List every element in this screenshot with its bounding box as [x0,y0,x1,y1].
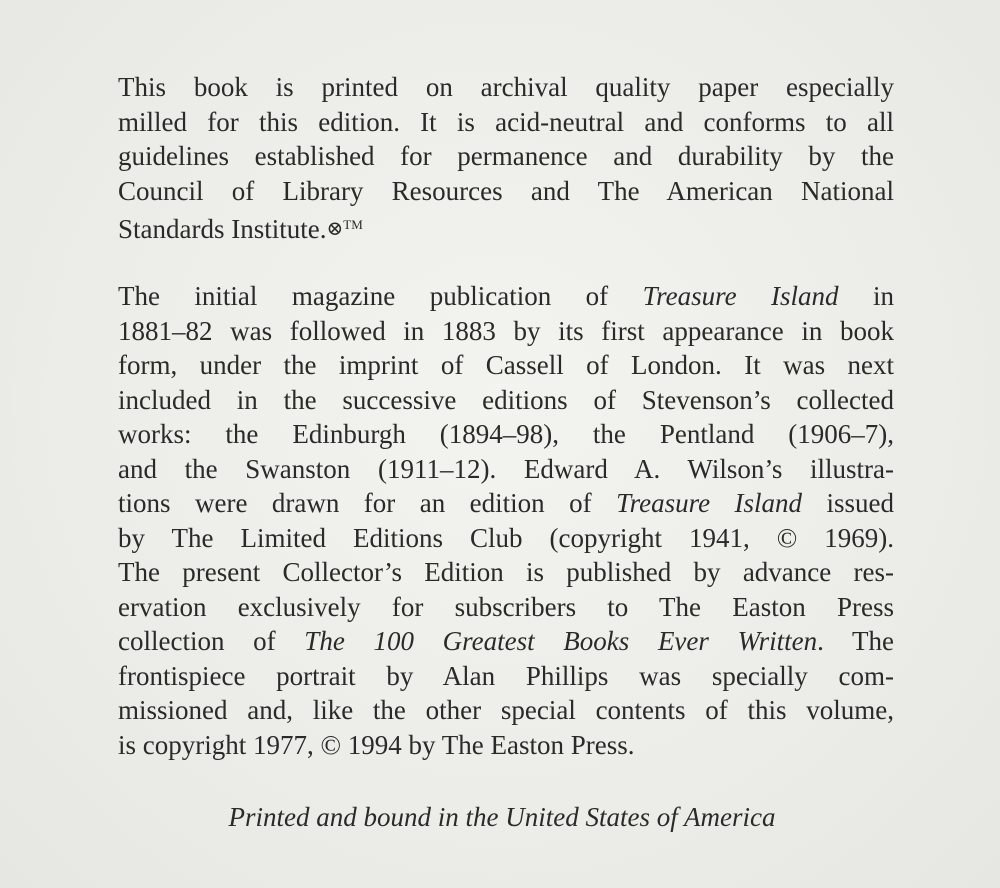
text-line: 1881–82 was followed in 1883 by its first appearance in book [118,315,894,346]
publication-history-paragraph [118,279,894,762]
text-line: and the Swanston (1911–12). Edward A. Wilson’s illustra- [118,453,894,484]
book-title: Treasure Island [642,281,839,311]
text-line: guidelines established for permanence and durability by the [118,141,894,171]
text-fragment: . The [817,626,894,656]
text-line: works: the Edinburgh (1894–98), the Pentland (1906–7), [118,419,894,449]
text-line: milled for this edition. It is acid-neutral and conforms to all [118,106,894,137]
text-line: form, under the imprint of Cassell of London. It was next [118,350,894,380]
text-fragment: in [873,281,895,311]
text-fragment: The initial magazine publication of [118,281,609,311]
trademark-symbol: TM [343,217,363,232]
text-fragment: tions were drawn for an edition of [118,488,592,518]
text-line: frontispiece portrait by Alan Phillips was specially com- [118,660,894,691]
text-line [118,486,894,521]
text-line: ervation exclusively for subscribers to The Easton Press [118,591,894,622]
text-line [118,208,894,247]
text-line [118,624,894,659]
text-line: is copyright 1977, © 1994 by The Easton Press. [118,729,635,760]
collection-title: The 100 Greatest Books Ever Written [304,626,818,656]
text-line: by The Limited Editions Club (copyright 1941, © 1969). [118,522,894,553]
permanence-mark-icon: ⊗ [326,218,344,240]
text-fragment: issued [826,488,895,518]
archival-paper-paragraph [118,70,894,247]
text-line: included in the successive editions of Stevenson’s collected [118,384,894,415]
book-title: Treasure Island [616,488,803,518]
text-line: The present Collector’s Edition is published by advance res- [118,557,894,587]
text-fragment: Standards Institute. [118,214,327,244]
printed-in-usa-line: Printed and bound in the United States of America [228,802,776,832]
text-line: missioned and, like the other special contents of this volume, [118,695,894,725]
text-line: This book is printed on archival quality paper especially [118,72,894,102]
text-line: Council of Library Resources and The American National [118,175,894,206]
text-line [118,279,894,314]
text-fragment: collection of [118,626,276,656]
